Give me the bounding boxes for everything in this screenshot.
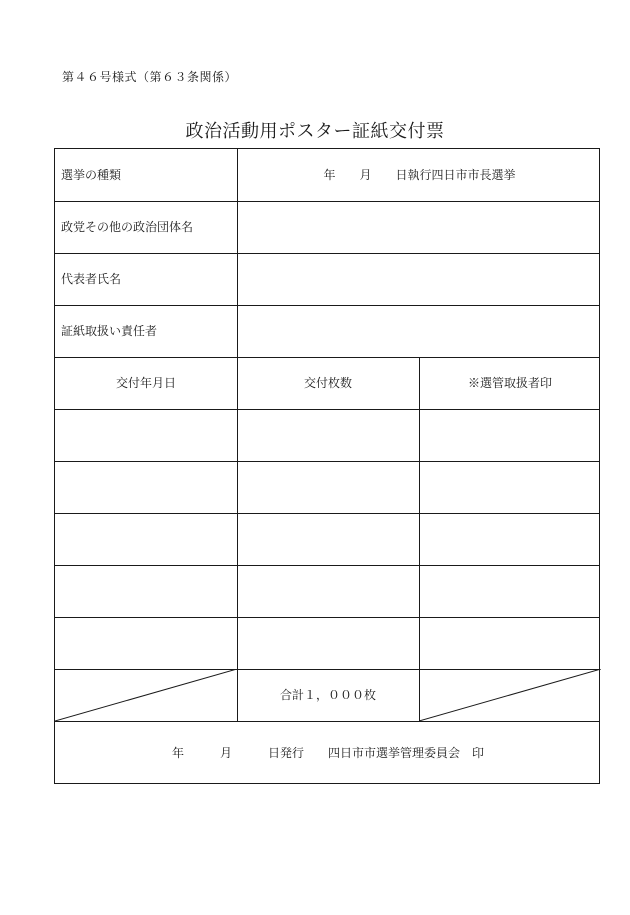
total-row-strike-left [55, 669, 237, 721]
header-officer-seal: ※選管取扱者印 [467, 376, 552, 390]
table-row-5-date[interactable] [55, 617, 237, 669]
election-type-value: 年 月 日執行四日市市長選挙 [323, 168, 516, 182]
header-issue-count: 交付枚数 [303, 376, 352, 390]
table-row-3-count[interactable] [237, 513, 419, 565]
page-title: 政治活動用ポスター証紙交付票 [185, 121, 445, 142]
representative-field[interactable] [238, 253, 601, 305]
election-type-label: 選挙の種類 [61, 168, 122, 182]
table-row-4-seal[interactable] [419, 565, 601, 617]
table-row-1-date[interactable] [55, 409, 237, 461]
header-issue-date: 交付年月日 [115, 376, 176, 390]
total-row-strike-right [419, 669, 601, 721]
table-row-3-date[interactable] [55, 513, 237, 565]
party-name-label: 政党その他の政治団体名 [61, 220, 194, 234]
table-row-2-count[interactable] [237, 461, 419, 513]
table-row-3-seal[interactable] [419, 513, 601, 565]
table-row-4-count[interactable] [237, 565, 419, 617]
table-row-2-date[interactable] [55, 461, 237, 513]
table-row-2-seal[interactable] [419, 461, 601, 513]
issue-footer: 年 月 日発行 四日市市選挙管理委員会 印 [171, 746, 484, 760]
form-number: 第４６号様式（第６３条関係） [62, 70, 238, 84]
table-row-5-count[interactable] [237, 617, 419, 669]
table-row-5-seal[interactable] [419, 617, 601, 669]
stamp-manager-label: 証紙取扱い責任者 [61, 324, 158, 338]
table-row-4-date[interactable] [55, 565, 237, 617]
ticket-form [54, 148, 600, 784]
representative-label: 代表者氏名 [61, 272, 122, 286]
stamp-manager-field[interactable] [238, 305, 601, 357]
total-count: 合計１，０００枚 [279, 688, 376, 702]
table-row-1-seal[interactable] [419, 409, 601, 461]
table-row-1-count[interactable] [237, 409, 419, 461]
party-name-field[interactable] [238, 201, 601, 253]
